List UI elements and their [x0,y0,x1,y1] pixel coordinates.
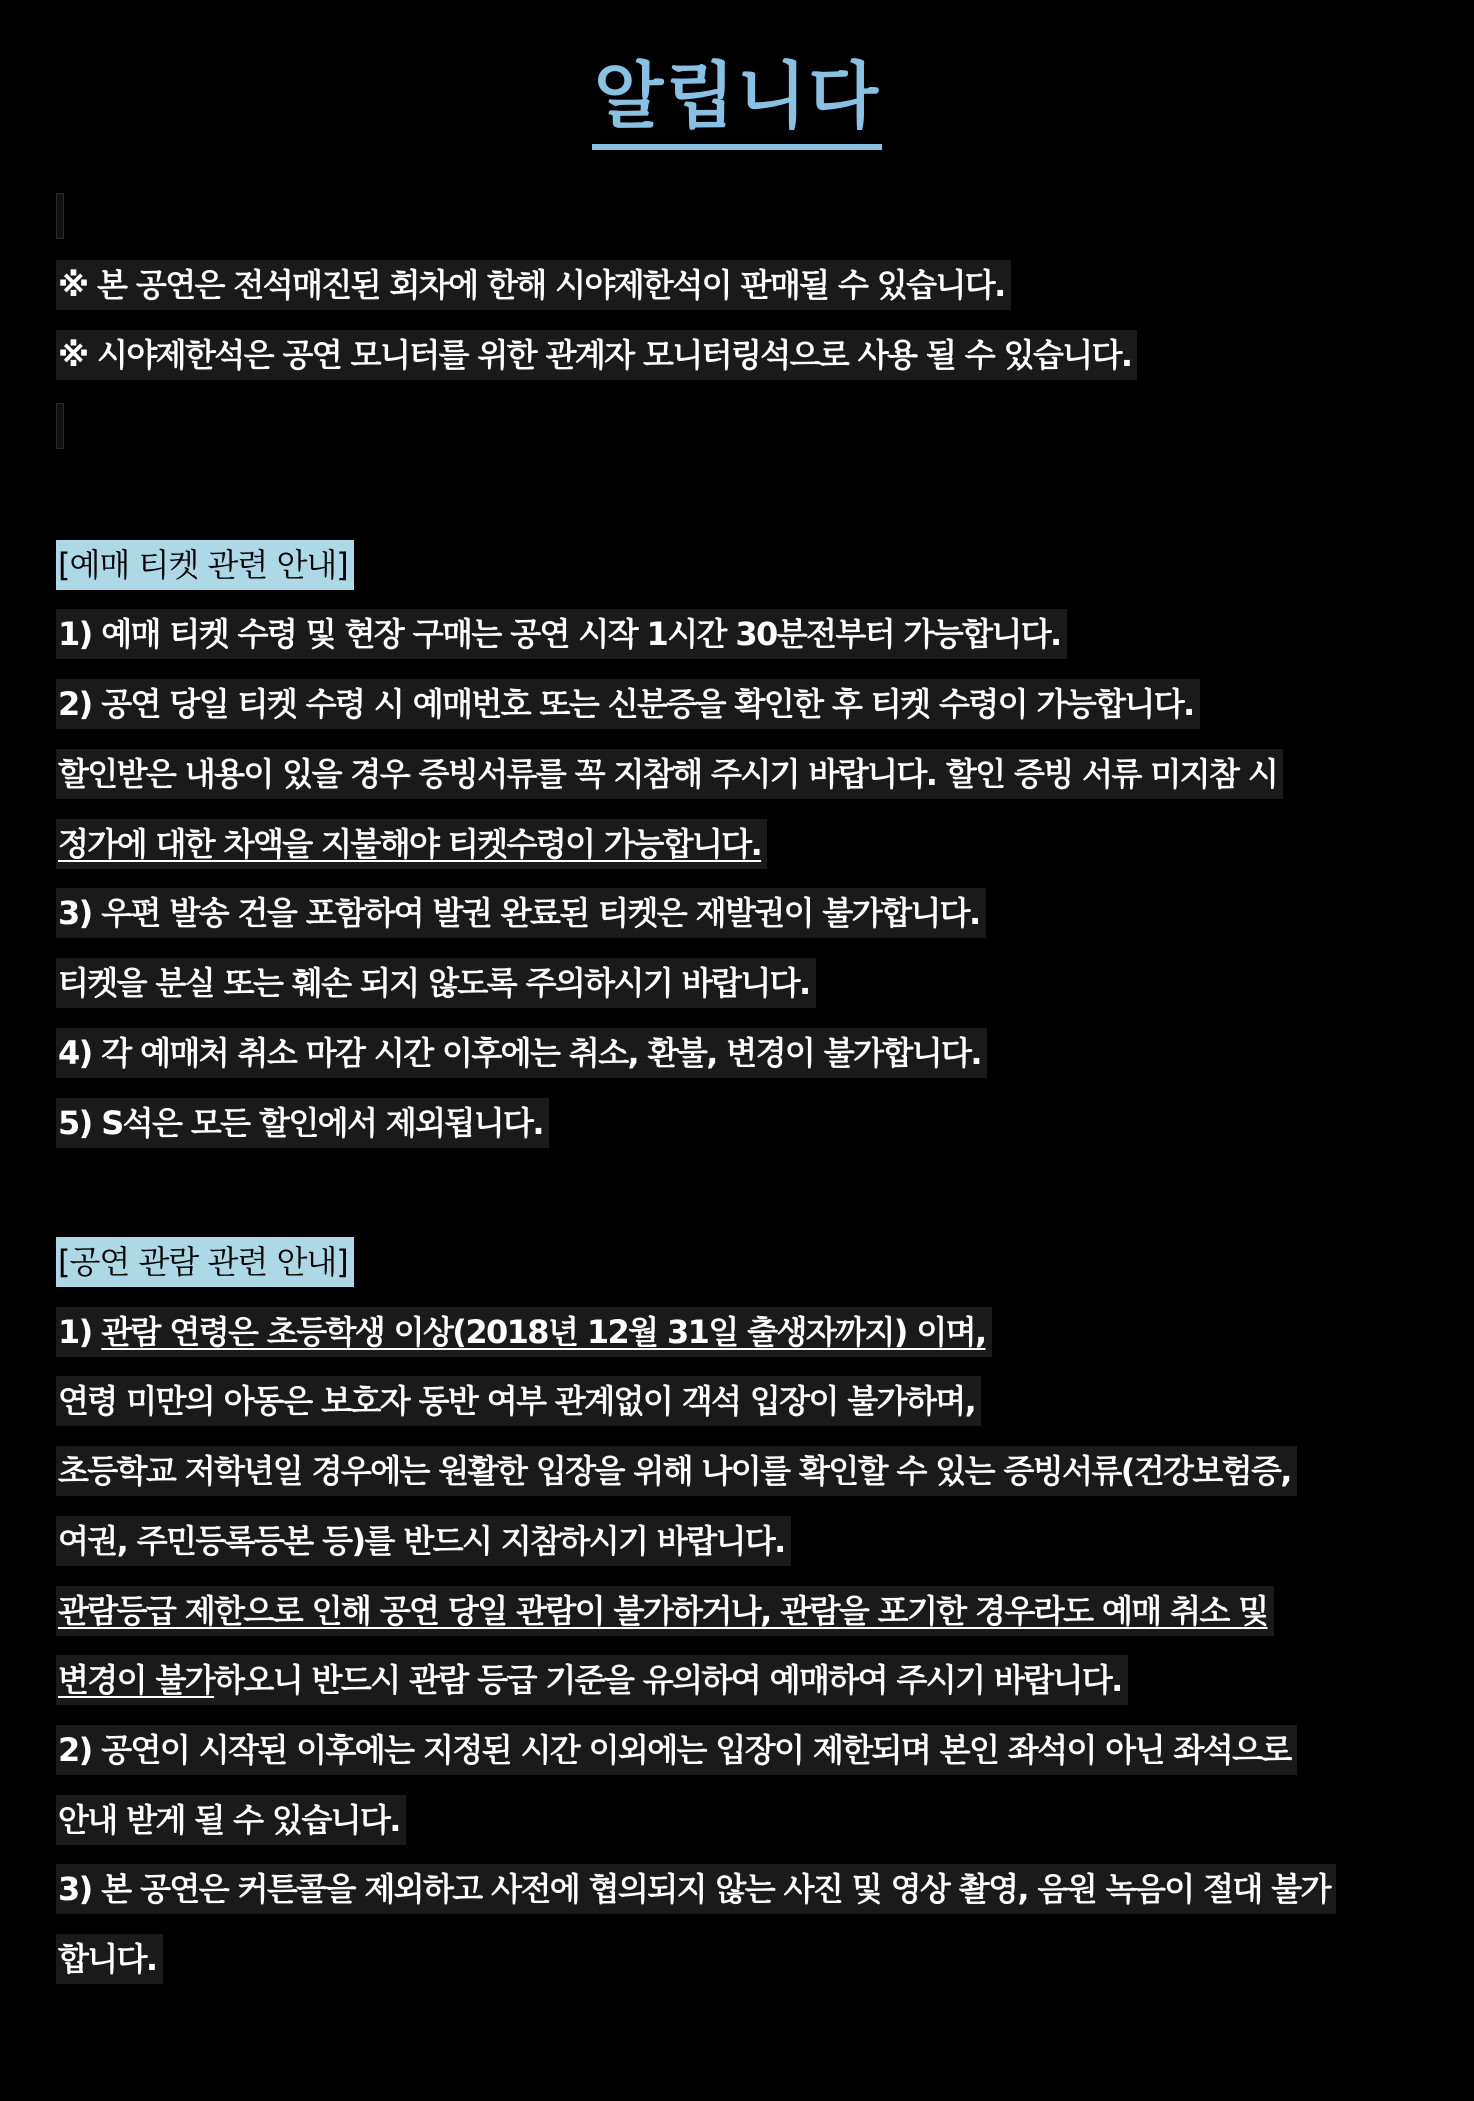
plain-text: 하오니 반드시 관람 등급 기준을 유의하여 예매하여 주시기 바랍니다. [214,1661,1122,1699]
underlined-text: 변경이 불가 [58,1661,215,1699]
ticket-line-text: 티켓을 분실 또는 훼손 되지 않도록 주의하시기 바랍니다. [56,958,816,1008]
page-title: 알립니다 [592,48,882,150]
ticket-line-text: 정가에 대한 차액을 지불해야 티켓수령이 가능합니다. [56,819,767,869]
viewing-line [56,1307,992,1357]
viewing-line-text: 초등학교 저학년일 경우에는 원활한 입장을 위해 나이를 확인할 수 있는 증빙서류(건강보험증, [56,1446,1297,1496]
section-heading-text: [공연 관람 관련 안내] [56,1237,354,1287]
viewing-line-text: 여권, 주민등록등본 등)를 반드시 지참하시기 바랍니다. [56,1516,791,1566]
ticket-line-text: 할인받은 내용이 있을 경우 증빙서류를 꼭 지참해 주시기 바랍니다. 할인 증빙 서류 미지참 시 [56,749,1283,799]
viewing-line [56,1446,1297,1496]
ticket-line-text: 3) 우편 발송 건을 포함하여 발권 완료된 티켓은 재발권이 불가합니다. [56,888,986,938]
section-heading-text: [예매 티켓 관련 안내] [56,540,354,590]
ticket-line-text: 5) S석은 모든 할인에서 제외됩니다. [56,1098,549,1148]
viewing-line-text: 3) 본 공연은 커튼콜을 제외하고 사전에 협의되지 않는 사진 및 영상 촬영, 음원 녹음이 절대 불가 [56,1864,1336,1914]
notice-line [56,330,1137,380]
notice-text: ※ 본 공연은 전석매진된 회차에 한해 시야제한석이 판매될 수 있습니다. [56,260,1011,310]
viewing-line [56,1586,1274,1636]
viewing-line [56,1934,163,1984]
viewing-line-text: 관람등급 제한으로 인해 공연 당일 관람이 불가하거나, 관람을 포기한 경우라도 예매 취소 및 [56,1586,1274,1636]
ticket-line [56,958,816,1008]
text-cursor-marker [56,193,64,239]
viewing-line-text: 합니다. [56,1934,163,1984]
ticket-line [56,888,986,938]
text-cursor-marker [56,403,64,449]
viewing-line-text: 연령 미만의 아동은 보호자 동반 여부 관계없이 객석 입장이 불가하며, [56,1376,981,1426]
viewing-line [56,1864,1336,1914]
viewing-line [56,1655,1128,1705]
ticket-line [56,819,767,869]
viewing-line [56,1516,791,1566]
viewing-line [56,1725,1297,1775]
ticket-line [56,609,1067,659]
viewing-line-text: 안내 받게 될 수 있습니다. [56,1795,406,1845]
viewing-section-heading [56,1237,354,1287]
notice-text: ※ 시야제한석은 공연 모니터를 위한 관계자 모니터링석으로 사용 될 수 있습니다. [56,330,1137,380]
ticket-section-heading [56,540,354,590]
notice-line [56,260,1011,310]
viewing-line-text [56,1307,992,1357]
viewing-line-text [56,1655,1128,1705]
line-number: 1) [58,1313,102,1351]
ticket-line [56,1028,987,1078]
ticket-line-text: 1) 예매 티켓 수령 및 현장 구매는 공연 시작 1시간 30분전부터 가능합니다. [56,609,1067,659]
title-wrapper [0,48,1474,150]
ticket-line-text: 4) 각 예매처 취소 마감 시간 이후에는 취소, 환불, 변경이 불가합니다. [56,1028,987,1078]
viewing-line [56,1795,406,1845]
ticket-line-text: 2) 공연 당일 티켓 수령 시 예매번호 또는 신분증을 확인한 후 티켓 수령이 가능합니다. [56,679,1200,729]
ticket-line [56,1098,549,1148]
ticket-line [56,679,1200,729]
underlined-text: 관람 연령은 초등학생 이상(2018년 12월 31일 출생자까지) 이며, [101,1313,986,1351]
viewing-line [56,1376,981,1426]
ticket-line [56,749,1283,799]
viewing-line-text: 2) 공연이 시작된 이후에는 지정된 시간 이외에는 입장이 제한되며 본인 좌석이 아닌 좌석으로 [56,1725,1297,1775]
